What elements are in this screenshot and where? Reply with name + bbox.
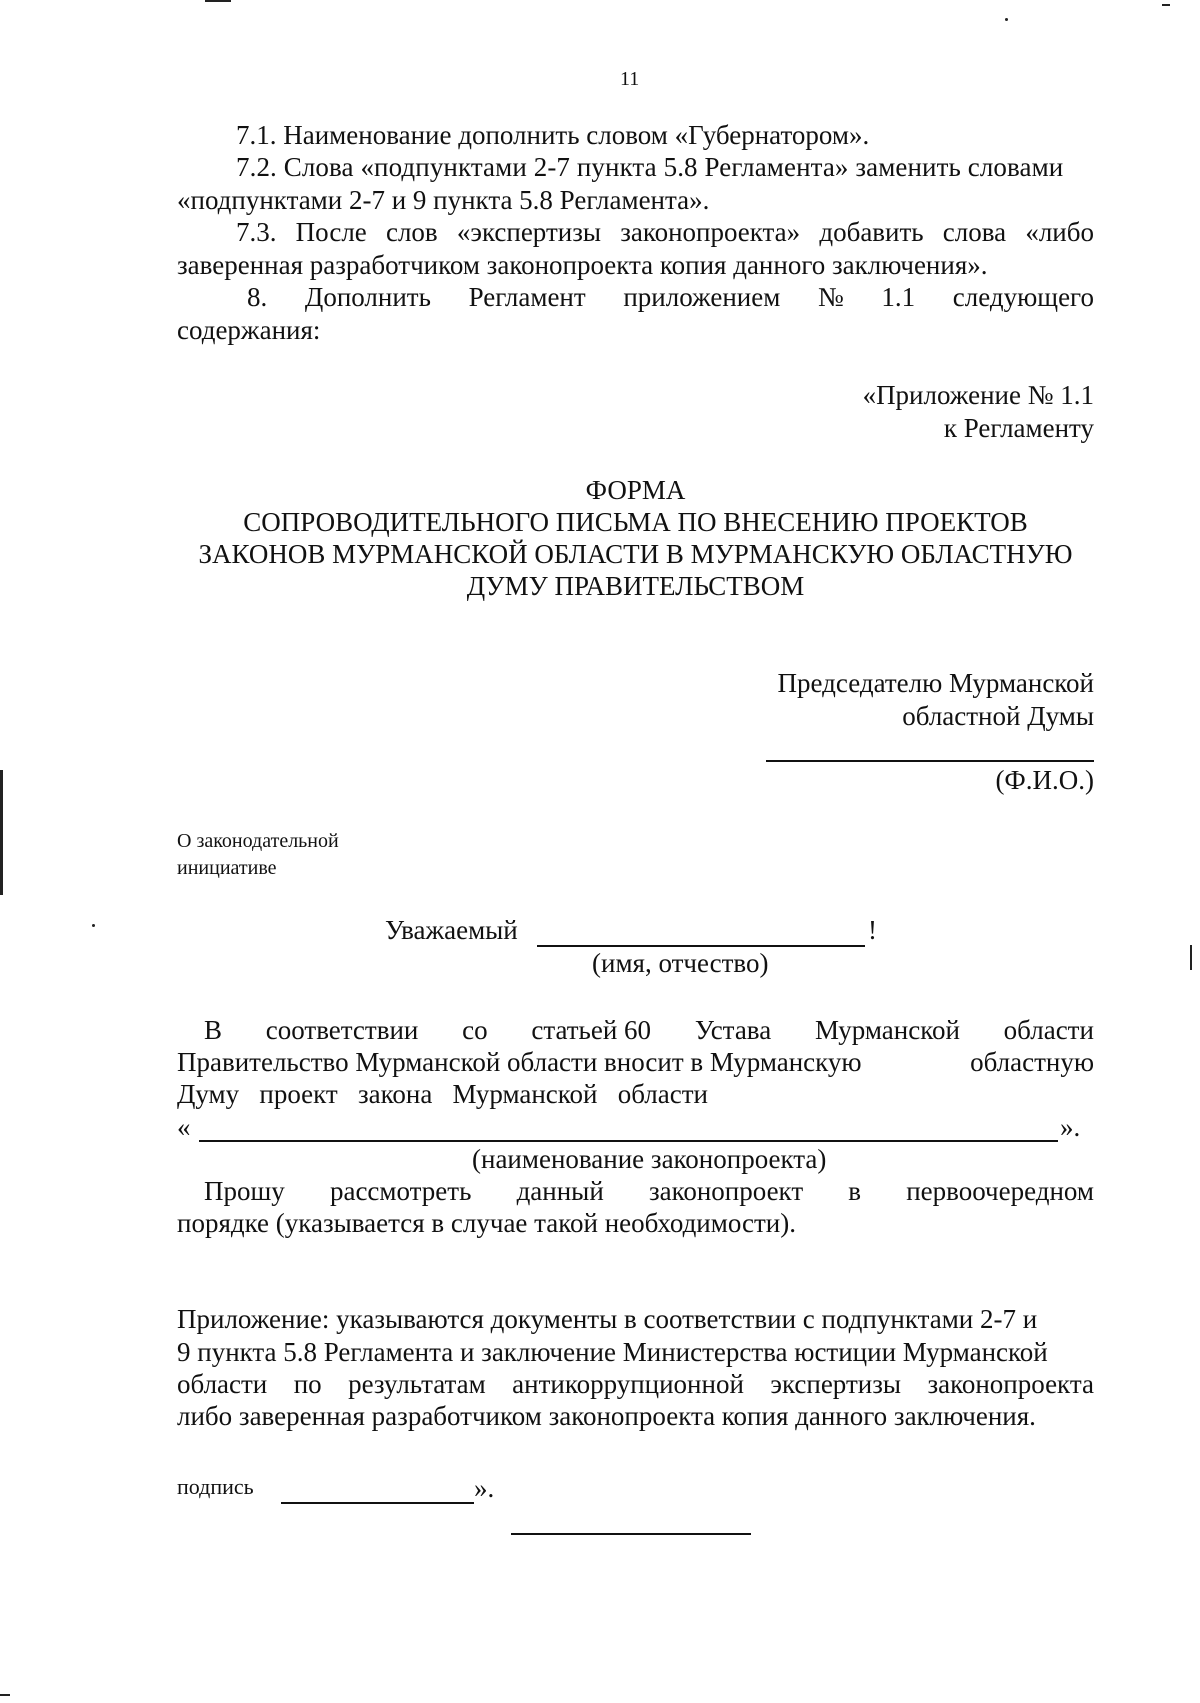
bill-name-line [199,1140,1058,1142]
body-line1: В соответствии со статьей 60 Устава Мурманской области [204,1015,1094,1045]
page-number: 11 [620,68,640,90]
attachment-line2: 9 пункта 5.8 Регламента и заключение Министерства юстиции Мурманской [177,1337,1048,1367]
scan-artifact-dot [1005,18,1008,21]
form-title-line4: ДУМУ ПРАВИТЕЛЬСТВОМ [466,571,805,601]
body-line2: Правительство Мурманской области вносит в Мурманскую областную [177,1047,1094,1077]
attachment-line3: области по результатам антикоррупционной экспертизы законопроекта [177,1369,1094,1399]
scan-artifact-left-bar [0,770,3,895]
signature-line [281,1502,474,1504]
amendment-8-line1: 8. Дополнить Регламент приложением № 1.1 следующего [247,282,1094,312]
amendment-7-3-line1: 7.3. После слов «экспертизы законопроекта» добавить слова «либо [236,217,1094,247]
scan-artifact-top-line [205,0,231,2]
subject-line1: О законодательной [177,830,339,852]
addressee-fio-hint: (Ф.И.О.) [995,765,1094,795]
amendment-7-1: 7.1. Наименование дополнить словом «Губернатором». [236,120,870,150]
scan-artifact-corner [1162,4,1170,6]
closing-separator [511,1533,751,1535]
request-line1: Прошу рассмотреть данный законопроект в первоочередном [204,1176,1094,1206]
form-title-line3: ЗАКОНОВ МУРМАНСКОЙ ОБЛАСТИ В МУРМАНСКУЮ ОБЛАСТНУЮ [198,539,1073,569]
form-title-line2: СОПРОВОДИТЕЛЬНОГО ПИСЬМА ПО ВНЕСЕНИЮ ПРОЕКТОВ [243,507,1028,537]
addressee-fio-line [766,760,1094,762]
greeting-exclamation: ! [868,915,877,945]
subject-line2: инициативе [177,857,277,879]
addressee-line2: областной Думы [902,701,1094,731]
addressee-line1: Председателю Мурманской [777,668,1094,698]
signature-label: подпись [177,1474,254,1499]
amendment-7-2-line1: 7.2. Слова «подпунктами 2-7 пункта 5.8 Регламента» заменить словами [236,152,1064,182]
scan-artifact-bottom [0,1694,10,1696]
amendment-7-2-line2: «подпунктами 2-7 и 9 пункта 5.8 Регламента». [177,185,710,215]
attachment-line4: либо заверенная разработчиком законопроекта копия данного заключения. [177,1401,1036,1431]
amendment-7-3-line2: заверенная разработчиком законопроекта копия данного заключения». [177,250,988,280]
appendix-to: к Регламенту [943,413,1094,443]
greeting-hint: (имя, отчество) [592,948,769,978]
appendix-label: «Приложение № 1.1 [862,380,1094,410]
body-line3: Думу проект закона Мурманской области [177,1079,708,1109]
bill-quote-close: ». [1060,1112,1081,1142]
request-line2: порядке (указывается в случае такой необходимости). [177,1208,796,1238]
bill-name-hint: (наименование законопроекта) [472,1144,827,1174]
amendment-8-line2: содержания: [177,315,321,345]
scan-artifact-right-bar [1190,945,1192,970]
form-title-line1: ФОРМА [585,475,686,505]
bill-quote-open: « [177,1112,191,1142]
attachment-line1: Приложение: указываются документы в соответствии с подпунктами 2-7 и [177,1304,1038,1334]
greeting-word: Уважаемый [385,915,518,945]
scan-artifact-dot [92,924,95,927]
signature-close: ». [474,1473,495,1503]
